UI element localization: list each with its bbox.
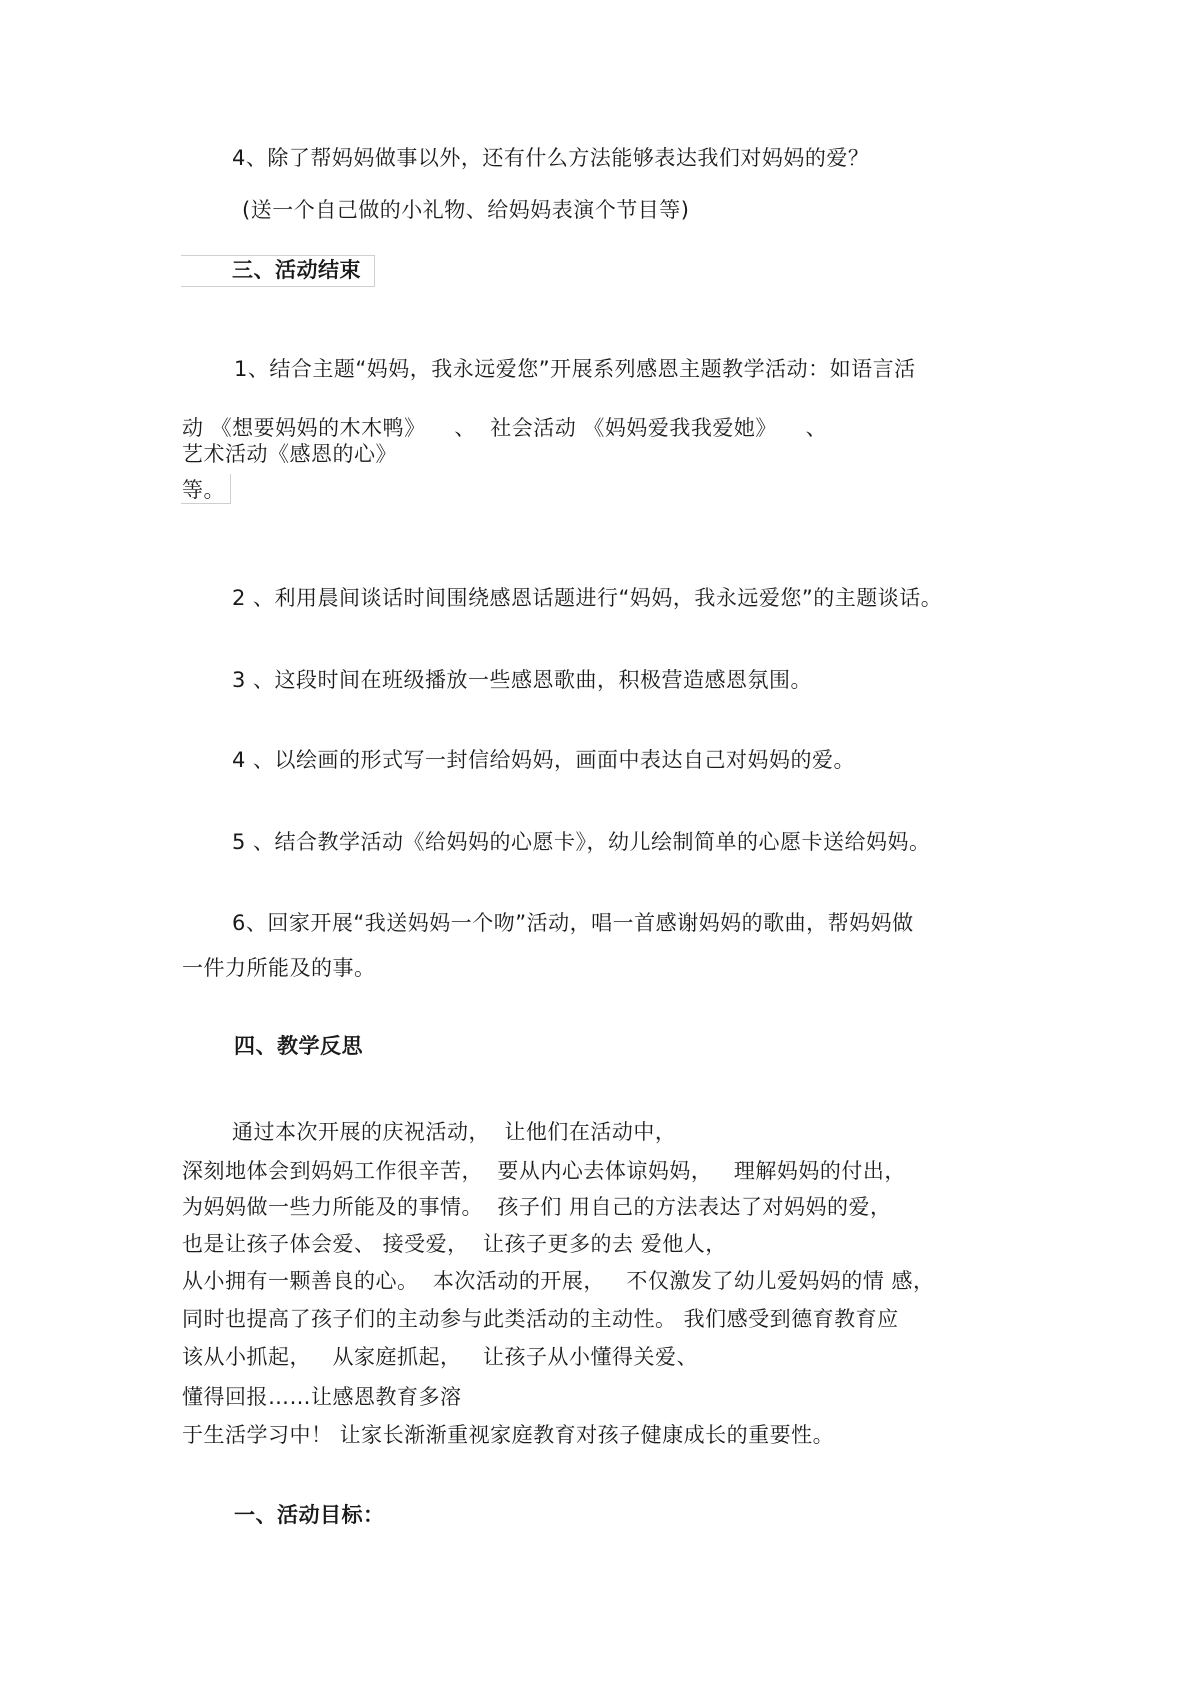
item-3: 3 、这段时间在班级播放一些感恩歌曲，积极营造感恩氛围。 xyxy=(232,668,813,692)
section-3-heading: 三、活动结束 xyxy=(232,258,361,282)
reflection-line: 从小拥有一颗善良的心。 本次活动的开展， 不仅激发了幼儿爱妈妈的情 感， xyxy=(182,1269,935,1293)
reflection-line: 该从小抓起， 从家庭抓起， 让孩子从小懂得关爱、 xyxy=(182,1345,699,1369)
section-1-heading: 一、活动目标： xyxy=(234,1503,385,1527)
reflection-line: 深刻地体会到妈妈工作很辛苦， 要从内心去体谅妈妈， 理解妈妈的付出， xyxy=(182,1159,906,1183)
item-6-line-1: 6、回家开展“我送妈妈一个吻”活动，唱一首感谢妈妈的歌曲，帮妈妈做 xyxy=(232,911,914,935)
item-6-line-2: 一件力所能及的事。 xyxy=(182,956,376,980)
item-1-line-4: 等。 xyxy=(182,478,225,502)
item-5: 5 、结合教学活动《给妈妈的心愿卡》，幼儿绘制简单的心愿卡送给妈妈。 xyxy=(232,830,931,854)
reflection-line: 于生活学习中！ 让家长渐渐重视家庭教育对孩子健康成长的重要性。 xyxy=(182,1423,835,1447)
reflection-line: 同时也提高了孩子们的主动参与此类活动的主动性。 我们感受到德育教育应 xyxy=(182,1307,899,1331)
item-4: 4 、以绘画的形式写一封信给妈妈，画面中表达自己对妈妈的爱。 xyxy=(232,748,856,772)
question-4-answer: (送一个自己做的小礼物、给妈妈表演个节目等) xyxy=(242,198,690,222)
item-1-box-right xyxy=(230,474,231,504)
reflection-line: 为妈妈做一些力所能及的事情。 孩子们 用自己的方法表达了对妈妈的爱， xyxy=(182,1195,892,1219)
item-1-box-bottom xyxy=(181,503,231,504)
item-2: 2 、利用晨间谈话时间围绕感恩话题进行“妈妈，我永远爱您”的主题谈话。 xyxy=(232,586,943,610)
heading-box-right xyxy=(374,255,375,287)
section-4-heading: 四、教学反思 xyxy=(234,1034,363,1058)
question-4: 4、除了帮妈妈做事以外，还有什么方法能够表达我们对妈妈的爱？ xyxy=(232,146,870,170)
reflection-line: 懂得回报……让感恩教育多溶 xyxy=(182,1385,462,1409)
heading-box-bottom xyxy=(181,286,374,287)
reflection-line: 通过本次开展的庆祝活动， 让他们在活动中， xyxy=(232,1120,677,1144)
item-1-line-2: 动 《想要妈妈的木木鸭》 、 社会活动 《妈妈爱我我爱她》 、 xyxy=(182,416,828,440)
item-1-line-3: 艺术活动《感恩的心》 xyxy=(182,442,397,466)
item-1-line-1: 1、结合主题“妈妈，我永远爱您”开展系列感恩主题教学活动：如语言活 xyxy=(234,357,916,381)
reflection-line: 也是让孩子体会爱、 接受爱， 让孩子更多的去 爱他人， xyxy=(182,1232,727,1256)
